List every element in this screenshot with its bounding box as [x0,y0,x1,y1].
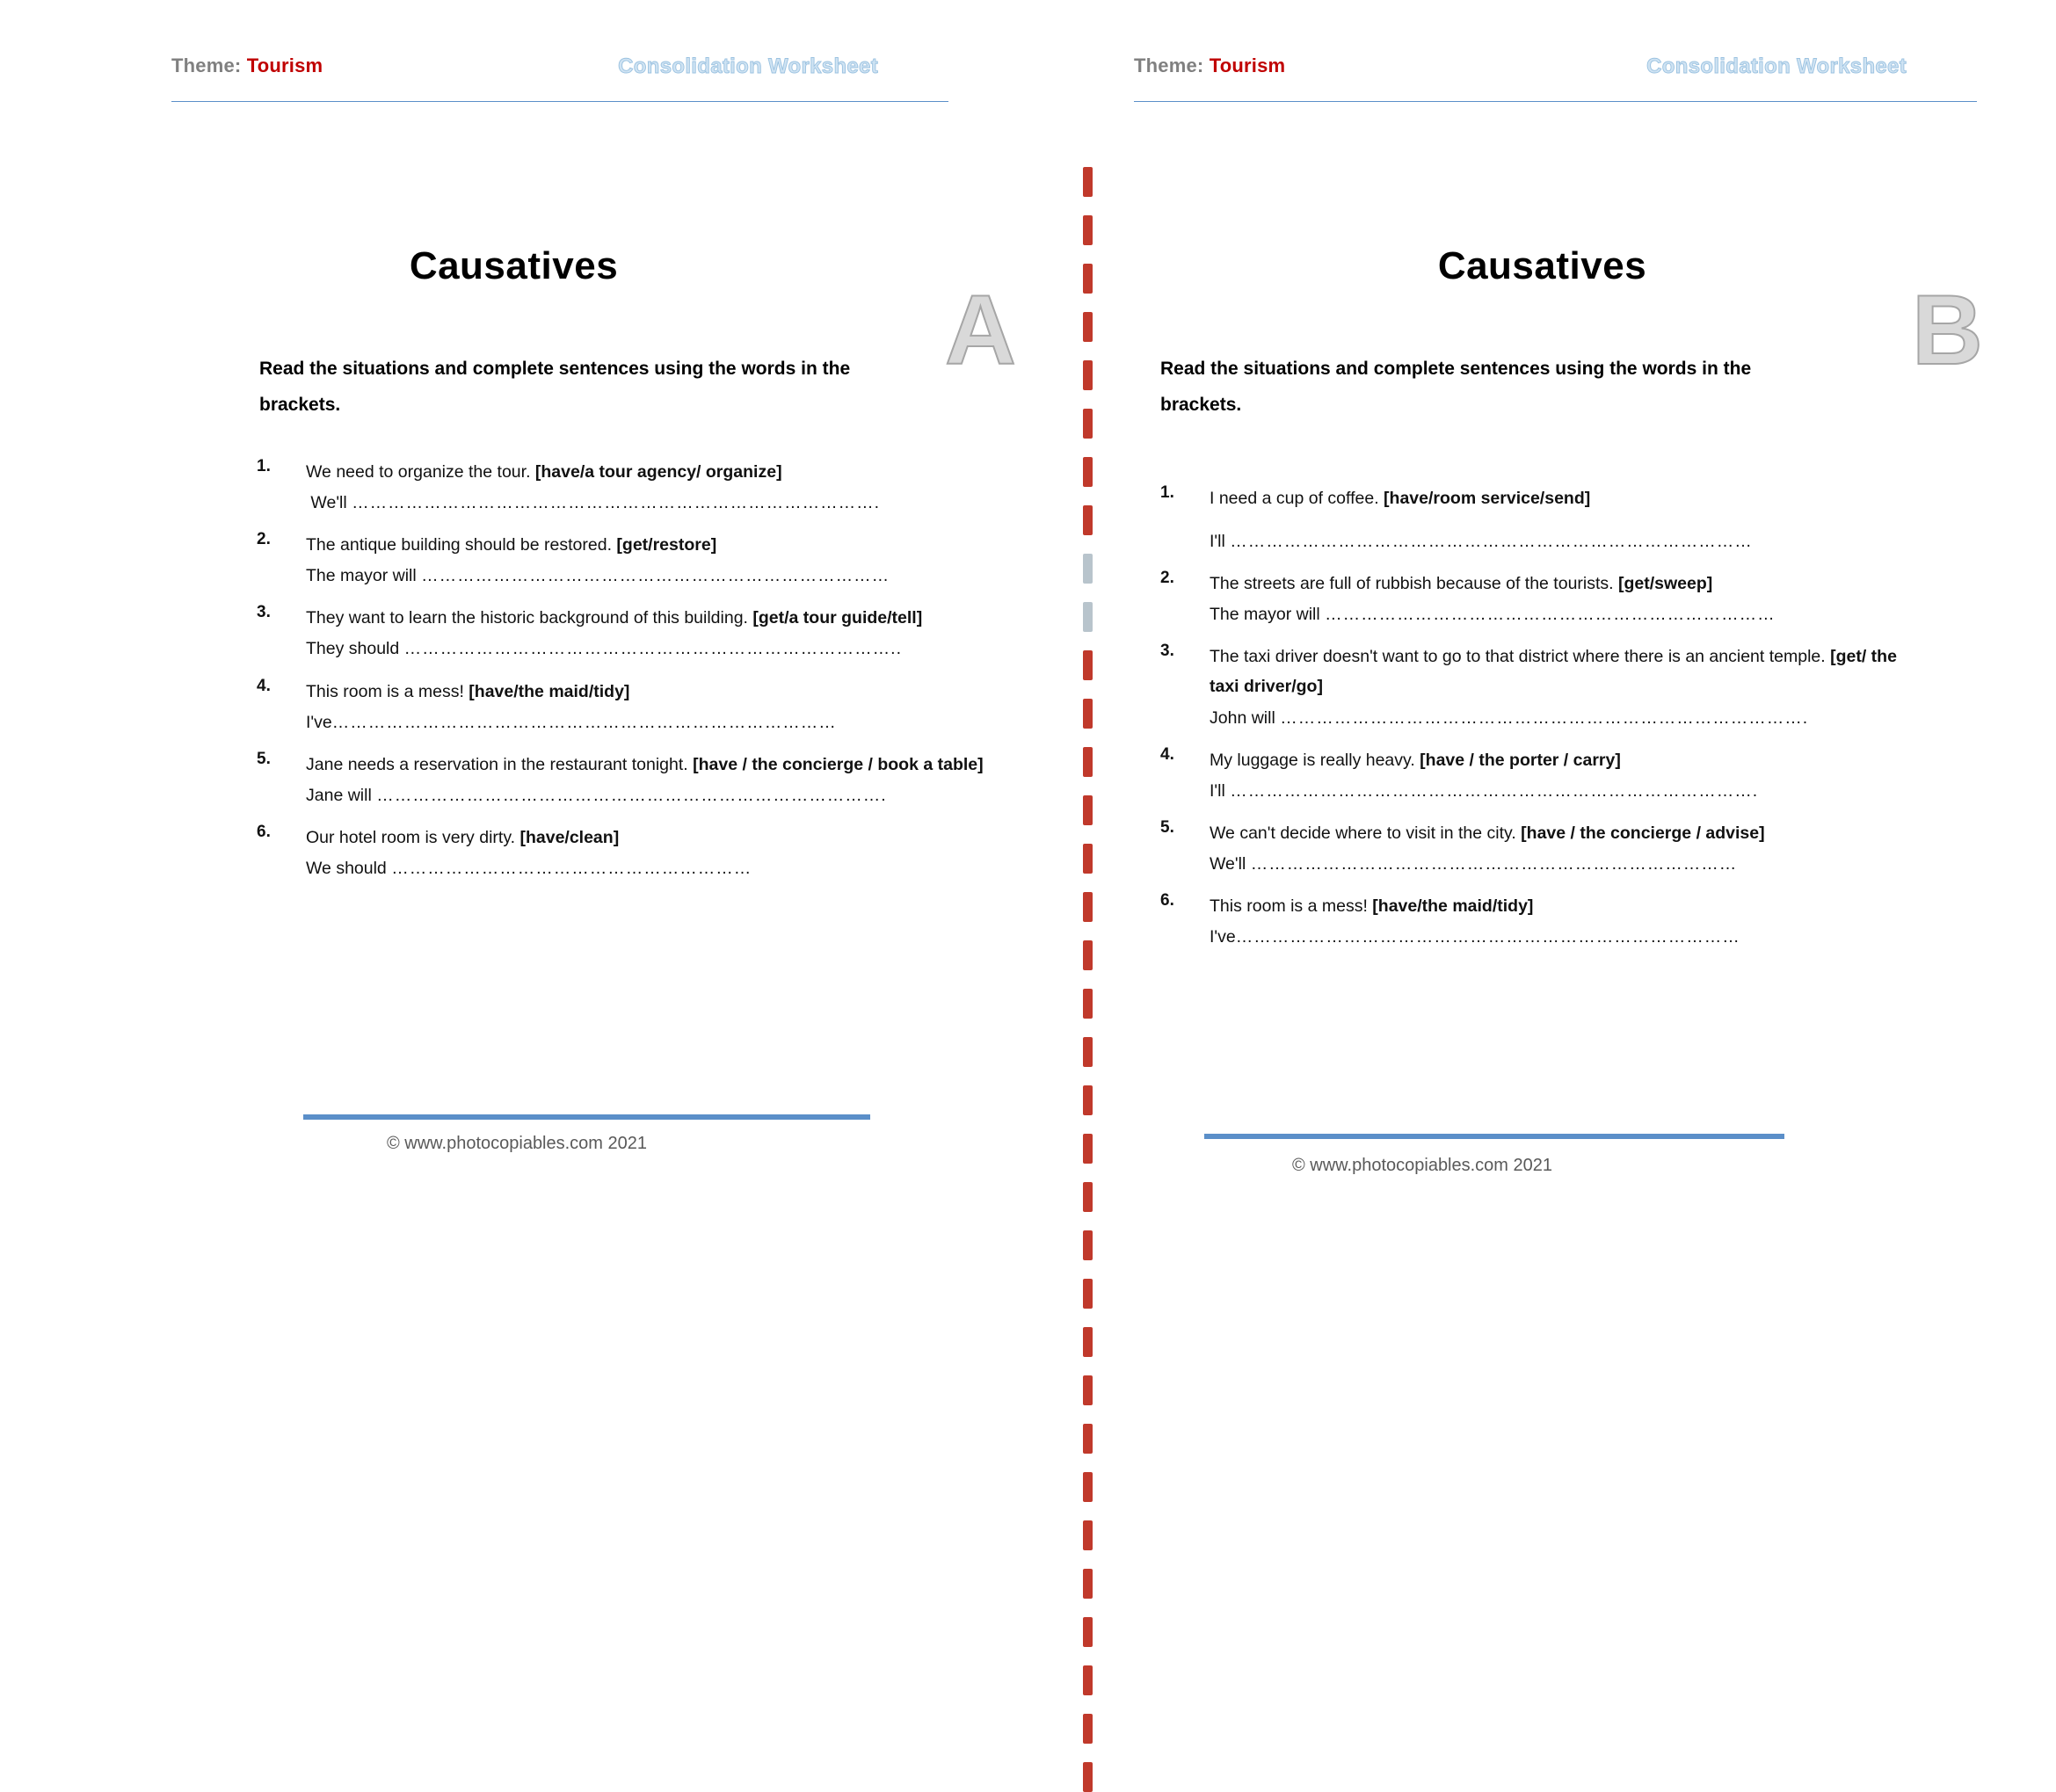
cut-dash-segment [1083,1665,1093,1695]
answer-line[interactable] [306,560,1004,592]
question-brackets: [have / the concierge / book a table] [693,754,984,774]
cut-dash-segment [1083,1569,1093,1599]
answer-prefix: I'll [1210,780,1225,801]
answer-prefix: I've [306,712,332,732]
answer-line[interactable] [306,487,1004,519]
question-text [306,530,1004,560]
question-number: 2. [257,530,271,549]
question-brackets: [have/room service/send] [1384,489,1591,508]
worksheet-page-a [0,0,1028,1454]
page-title-b: Causatives [1437,244,1647,287]
question-text [1210,745,1907,775]
answer-dots: ……………………………………………………………………… [1250,853,1738,874]
question-text [306,457,1004,487]
answer-line[interactable] [1210,775,1907,808]
answer-prefix: They should [306,639,400,659]
question-text [306,603,1004,633]
question-prompt: The streets are full of rubbish because of the tourists. [1210,574,1618,594]
question-item [257,823,1004,885]
cut-dash-segment [1083,1472,1093,1502]
question-brackets: [have/clean] [519,827,620,847]
cut-dash-segment [1083,1762,1093,1792]
question-brackets: [have/the maid/tidy] [469,681,630,701]
question-prompt: We can't decide where to visit in the city. [1210,823,1522,843]
question-text [1210,891,1907,921]
worksheet-type-title-a: Consolidation Worksheet [618,54,878,78]
question-item [1160,745,1907,808]
answer-dots: ……………………………………………………………………………. [1280,707,1809,728]
question-number: 1. [257,457,271,475]
question-prompt: My luggage is really heavy. [1210,750,1420,770]
cut-dash-segment [1083,1714,1093,1744]
footer-copyright-b: © www.photocopiables.com 2021 [1292,1156,1553,1175]
header-divider-b [1134,101,1977,102]
question-list-a [257,457,1004,896]
question-brackets: [get/restore] [616,535,717,555]
answer-prefix: I've [1210,927,1236,947]
answer-prefix: John will [1210,707,1275,728]
version-letter-b: B [1912,275,1983,385]
answer-line[interactable] [306,633,1004,665]
answer-prefix: We'll [310,493,347,513]
question-item [257,677,1004,739]
answer-prefix: The mayor will [1210,605,1320,625]
header-divider-a [171,101,948,102]
theme-label-text-a: Theme: [171,54,242,76]
question-prompt: The antique building should be restored. [306,535,617,555]
question-prompt: Jane needs a reservation in the restaurant tonight. [306,754,694,774]
footer-divider-b [1204,1134,1784,1139]
question-brackets: [have/a tour agency/ organize] [534,462,782,482]
question-number: 3. [257,603,271,622]
cut-dash-segment [1083,1617,1093,1647]
question-brackets: [have/the maid/tidy] [1372,896,1534,916]
question-brackets: [have / the concierge / advise] [1521,823,1765,843]
version-letter-a: A [945,275,1016,385]
answer-dots: ………………………………………………………………………… [1235,927,1740,947]
footer-divider-a [303,1114,870,1120]
question-item [1160,642,1907,734]
answer-line[interactable] [1210,848,1907,881]
question-item [1160,569,1907,631]
question-brackets: [have / the porter / carry] [1420,750,1621,770]
question-item [1160,891,1907,954]
question-brackets: [get/sweep] [1618,574,1713,594]
question-number: 4. [1160,744,1174,764]
question-text [1210,642,1907,701]
question-text [306,823,1004,852]
answer-prefix: The mayor will [306,566,417,586]
question-prompt: This room is a mess! [1210,896,1373,916]
question-item [257,530,1004,592]
question-prompt: They want to learn the historic background of this building. [306,608,753,628]
answer-prefix: We'll [1210,853,1246,874]
answer-dots: ………………………………………………………………………… [331,712,837,732]
footer-copyright-a: © www.photocopiables.com 2021 [387,1134,648,1153]
question-text [1210,483,1907,513]
answer-prefix: Jane will [306,785,372,805]
question-brackets: [get/a tour guide/tell] [752,608,923,628]
answer-dots: ……………………………………………………………………………. [352,493,881,513]
question-number: 6. [257,822,271,841]
question-number: 6. [1160,890,1174,910]
question-prompt: I need a cup of coffee. [1210,489,1384,508]
question-number: 1. [1160,483,1174,502]
question-item [257,750,1004,812]
theme-label-a [171,54,323,77]
question-item [257,603,1004,665]
answer-prefix: I'll [1210,532,1225,552]
instruction-a: Read the situations and complete sentences using the words in the brackets. [259,359,851,415]
theme-label-b [1134,54,1285,77]
page-title-a: Causatives [409,244,619,287]
question-prompt: We need to organize the tour. [306,462,535,482]
question-number: 2. [1160,569,1174,588]
theme-value-a: Tourism [246,54,323,76]
question-text [1210,569,1907,599]
theme-label-text-b: Theme: [1134,54,1204,76]
question-prompt: The taxi driver doesn't want to go to that district where there is an ancient temple. [1210,647,1831,667]
question-text [306,750,1004,780]
answer-line[interactable] [1210,702,1907,735]
question-brackets: [get/ the taxi driver/go] [1210,647,1897,697]
answer-dots: …………………………………………………… [391,858,752,878]
question-number: 3. [1160,642,1174,661]
question-prompt: Our hotel room is very dirty. [306,827,520,847]
page-header-a [0,54,1028,90]
question-prompt: This room is a mess! [306,681,469,701]
answer-line[interactable] [306,852,1004,885]
question-list-b [1160,483,1907,964]
cut-dash-segment [1083,1520,1093,1550]
answer-prefix: We should [306,858,387,878]
worksheet-type-title-b: Consolidation Worksheet [1646,54,1907,78]
answer-line[interactable] [1210,526,1907,558]
question-item [1160,483,1907,558]
question-text [1210,818,1907,848]
answer-dots: …………………………………………………………………………… [1230,532,1753,552]
theme-value-b: Tourism [1209,54,1286,76]
question-text [306,677,1004,707]
question-number: 4. [257,676,271,695]
answer-line[interactable] [306,780,1004,812]
instruction-b: Read the situations and complete sentences using the words in the brackets. [1160,359,1752,415]
answer-dots: …………………………………………………………………………. [376,785,887,805]
answer-line[interactable] [306,707,1004,739]
question-number: 5. [257,749,271,768]
question-item [1160,818,1907,881]
answer-dots: …………………………………………………………………… [421,566,890,586]
question-number: 5. [1160,817,1174,837]
answer-dots: ……………………………………………………………………….. [403,639,902,659]
answer-dots: ……………………………………………………………………………. [1230,780,1759,801]
answer-dots: ………………………………………………………………… [1325,605,1776,625]
answer-line[interactable] [1210,599,1907,631]
answer-line[interactable] [1210,921,1907,954]
page-header-b [1028,54,2056,90]
worksheet-page-b [1028,0,2056,1454]
question-item [257,457,1004,519]
